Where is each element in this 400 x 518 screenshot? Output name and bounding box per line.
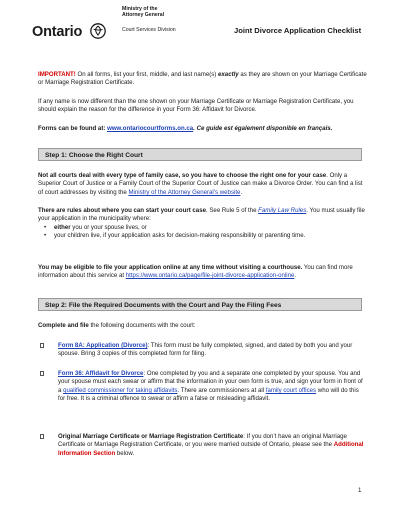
step1-paragraph-2: There are rules about where you can start your court case. See Rule 5 of the Family Law Rules. You must usually file your application in the municipality where: • either you or your spouse lives, or • your children live, if your application asks for decision-making responsibility or parenting time. — [38, 207, 368, 241]
checkbox[interactable] — [40, 434, 44, 439]
file-online-link[interactable]: https://www.ontario.ca/page/file-joint-divorce-application-online — [125, 272, 295, 280]
ministry-name: Ministry of the Attorney General — [122, 6, 165, 19]
additional-info-reference: Additional Information Section — [58, 441, 364, 457]
step2-heading: Step 2: File the Required Documents with the Court and Pay the Filing Fees — [38, 298, 362, 311]
step1-heading: Step 1: Choose the Right Court — [38, 148, 362, 161]
ontario-trillium-icon — [90, 23, 106, 39]
form-36-link[interactable]: Form 36: Affidavit for Divorce — [58, 370, 144, 377]
name-difference-paragraph: If any name is now different than the one shown on your Marriage Certificate or Marriage Registration Certificate, you should explain the reason for the difference in your Form 36: Affidavit for Divorce. — [38, 98, 354, 114]
page-number: 1 — [358, 487, 362, 494]
step1-paragraph-1: Not all courts deal with every type of family case, so you have to choose the right one for your case. Only a Superior Court of Justice or a Family Court of the Superior Court of Justice can make a Divorce Order. You can find a list of court addresses by visiting the Ministry of the Attorney General’s website. — [38, 172, 363, 196]
forms-location: Forms can be found at: www.ontariocourtforms.on.ca. Ce guide est également disponible en français. — [38, 125, 333, 132]
list-item: • your children live, if your application asks for decision-making responsibility or parenting time. — [38, 232, 368, 240]
family-law-rules-link[interactable]: Family Law Rules — [258, 207, 307, 214]
document-page: Ontario Ministry of the Attorney General Court Services Division Joint Divorce Application Checklist IMPORTANT! On all forms, list your first, middle, and last name(s) exactly as they are shown on your Marriage Certificate or Marriage Registration Certificate. If any name is now different than the one shown on your Marriage Certificate or Marriage Registration Certificate, you should explain the reason for the difference in your Form 36: Affidavit for Divorce. Forms can be found at: www.ontariocourtforms.on.ca. Ce guide est également disponible en français. Step 1: Choose the Right Court Not all courts deal with every type of family case, so you have to choose the right one for your case. Only a Superior Court of Justice or a Family Court of the Superior Court of Justice can make a Divorce Order. You can find a list of court addresses by visiting the Ministry of the Attorney General’s website. There are rules about where you can start your court case. See Rule 5 of the Family Law Rules. You must usually file your application in the municipality where: • either you or your spouse lives, or • your children live, if your application asks for decision-making responsibility or parenting time. You may be eligible to file your application online at any time without visiting a courthouse. You can find more information about this service at https://www.ontario.ca/page/file-joint-divorce-application-online. Step 2: File the Required Documents with the Court and Pay the Filing Fees Complete and file the following documents with the court: Form 8A: Application (Divorce): This form must be fully completed, signed, and dated by both you and your spouse. Bring 3 copies of this completed form for filing. Form 36: Affidavit for Divorce: One completed by you and a separate one completed by your spouse. You and your spouse must each swear or affirm that the information in your own form is true, and sign your form in front of a qualified commissioner for taking affidavits. There are commissioners at all family court offices who will do this for free. It is a criminal offence to swear or affirm a false or misleading affidavit. Original Marriage Certificate or Marriage Registration Certificate: If you don’t have an original Marriage Certificate or Marriage Registration Certificate, or you were married outside of Ontario, please see the Additional Information Section below. 1 — [0, 0, 400, 518]
step1-paragraph-3: You may be eligible to file your application online at any time without visiting a courthouse. You can find more information about this service at https://www.ontario.ca/page/file-joint-divorce-application-online. — [38, 264, 353, 280]
step2-intro: Complete and file the following documents with the court: — [38, 322, 196, 329]
forms-website-link[interactable]: www.ontariocourtforms.on.ca — [107, 125, 194, 132]
municipality-list — [38, 224, 368, 241]
mag-website-link[interactable]: Ministry of the Attorney General’s website — [128, 188, 241, 196]
document-title: Joint Divorce Application Checklist — [234, 26, 362, 35]
family-court-offices-link[interactable]: family court offices — [265, 386, 317, 394]
checkbox[interactable] — [40, 371, 44, 376]
division-name: Court Services Division — [122, 27, 176, 33]
list-item: • either you or your spouse lives, or — [38, 224, 368, 232]
ontario-logo-text: Ontario — [32, 24, 83, 40]
checkbox[interactable] — [40, 343, 44, 348]
commissioner-link[interactable]: qualified commissioner for taking affidavits — [63, 386, 178, 394]
important-notice: IMPORTANT! On all forms, list your first, middle, and last name(s) exactly as they are shown on your Marriage Certificate or Marriage Registration Certificate. — [38, 71, 367, 87]
document-header — [30, 6, 370, 48]
form-8a-link[interactable]: Form 8A: Application (Divorce) — [58, 342, 148, 349]
